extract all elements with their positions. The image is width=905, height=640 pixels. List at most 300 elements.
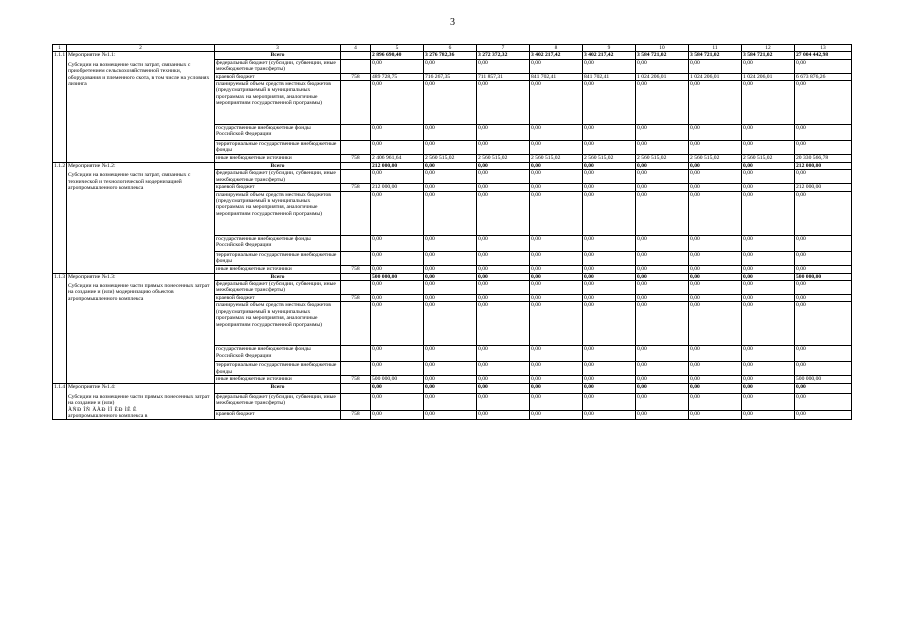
funding-value: 0,00 [636, 302, 689, 346]
funding-value: 0,00 [371, 302, 424, 346]
header-row [53, 45, 852, 52]
funding-value: 0,00 [689, 59, 742, 73]
funding-value: 0,00 [477, 410, 530, 419]
funding-source-label: иные внебюджетные источники [215, 376, 341, 384]
funding-source-label: иные внебюджетные источники [215, 155, 341, 163]
total-value: 0,00 [795, 384, 852, 393]
block-text: Субсидии на возмещение части затрат, связанных с технической и технологической модернизацией агропромышленного комплекса [68, 172, 191, 192]
total-value: 0,00 [477, 273, 530, 280]
funding-value: 716 267,35 [424, 73, 477, 80]
funding-value: 0,00 [424, 170, 477, 184]
funding-source-label: федеральный бюджет (субсидии, субвенции, иные межбюджетные трансферты) [215, 393, 341, 410]
funding-value: 0,00 [636, 235, 689, 251]
funding-value: 0,00 [689, 191, 742, 235]
total-value: 3 584 721,02 [742, 52, 795, 59]
funding-value: 0,00 [742, 376, 795, 384]
funding-value: 0,00 [742, 294, 795, 301]
funding-value: 0,00 [371, 294, 424, 301]
funding-source-code [341, 59, 371, 73]
funding-value: 0,00 [530, 265, 583, 273]
funding-value: 1 024 206,01 [742, 73, 795, 80]
total-value: 0,00 [742, 384, 795, 393]
block-description [67, 163, 215, 274]
funding-value: 0,00 [583, 376, 636, 384]
funding-value: 0,00 [689, 302, 742, 346]
funding-value: 0,00 [424, 294, 477, 301]
funding-value: 0,00 [424, 81, 477, 125]
funding-value: 0,00 [530, 281, 583, 295]
funding-value: 0,00 [477, 376, 530, 384]
funding-value: 0,00 [371, 141, 424, 155]
funding-value: 0,00 [424, 141, 477, 155]
funding-value: 0,00 [795, 294, 852, 301]
funding-value: 841 702,41 [583, 73, 636, 80]
total-value: 212 000,00 [795, 163, 852, 170]
block-id: 1.1.2 [53, 163, 67, 274]
funding-value: 2 560 515,02 [477, 155, 530, 163]
funding-value: 0,00 [371, 125, 424, 141]
funding-value: 0,00 [371, 393, 424, 410]
funding-value: 0,00 [689, 410, 742, 419]
funding-source-label: государственные внебюджетные фонды Российской Федерации [215, 235, 341, 251]
funding-value: 0,00 [371, 281, 424, 295]
funding-source-code: 758 [341, 184, 371, 191]
funding-source-label: федеральный бюджет (субсидии, субвенции, иные межбюджетные трансферты) [215, 59, 341, 73]
funding-value: 0,00 [371, 410, 424, 419]
total-value: 0,00 [583, 163, 636, 170]
block-text-garbled: ÃÑÐ ÎÑ ÃÃÐ ÌÎ ÊÐ ÌÊ Ê [68, 406, 137, 413]
funding-value: 489 728,75 [371, 73, 424, 80]
funding-value: 0,00 [689, 281, 742, 295]
total-value: 0,00 [424, 273, 477, 280]
funding-value: 0,00 [477, 251, 530, 265]
funding-value: 841 702,41 [530, 73, 583, 80]
funding-source-code: 758 [341, 265, 371, 273]
total-value: 0,00 [530, 273, 583, 280]
funding-value: 711 857,31 [477, 73, 530, 80]
funding-value: 0,00 [636, 294, 689, 301]
funding-value: 0,00 [530, 184, 583, 191]
funding-value: 0,00 [583, 302, 636, 346]
funding-value: 0,00 [636, 125, 689, 141]
funding-value: 0,00 [477, 393, 530, 410]
total-value: 0,00 [689, 163, 742, 170]
total-value: 0,00 [583, 384, 636, 393]
total-value: 0,00 [689, 273, 742, 280]
total-value: 0,00 [424, 384, 477, 393]
funding-value: 0,00 [583, 294, 636, 301]
funding-value: 0,00 [530, 251, 583, 265]
funding-value: 0,00 [636, 184, 689, 191]
funding-source-code: 758 [341, 376, 371, 384]
funding-value: 1 024 206,01 [689, 73, 742, 80]
funding-value: 0,00 [636, 141, 689, 155]
total-value: 2 896 690,40 [371, 52, 424, 59]
funding-value: 0,00 [477, 235, 530, 251]
funding-value: 0,00 [371, 251, 424, 265]
funding-source-code [341, 141, 371, 155]
total-value: 0,00 [424, 163, 477, 170]
block-total-row [53, 273, 852, 280]
funding-value: 0,00 [424, 251, 477, 265]
funding-value: 0,00 [424, 191, 477, 235]
total-code [341, 163, 371, 170]
funding-value: 0,00 [424, 362, 477, 376]
funding-source-code [341, 235, 371, 251]
block-description [67, 384, 215, 420]
funding-value: 0,00 [742, 281, 795, 295]
total-value: 0,00 [477, 384, 530, 393]
column-header-9: 9 [583, 45, 636, 52]
block-title: Мероприятие №1.1: [68, 52, 116, 59]
funding-value: 0,00 [530, 59, 583, 73]
funding-value: 0,00 [371, 191, 424, 235]
funding-value: 0,00 [636, 346, 689, 362]
total-value: 0,00 [742, 163, 795, 170]
funding-value: 0,00 [636, 376, 689, 384]
funding-source-label: краевой бюджет [215, 184, 341, 191]
total-code [341, 384, 371, 393]
funding-source-label: территориальные государственные внебюджетные фонды [215, 251, 341, 265]
funding-value: 0,00 [583, 362, 636, 376]
funding-source-label: федеральный бюджет (субсидии, субвенции, иные межбюджетные трансферты) [215, 281, 341, 295]
funding-value: 0,00 [795, 125, 852, 141]
funding-value: 0,00 [636, 265, 689, 273]
funding-value: 0,00 [795, 281, 852, 295]
funding-value: 0,00 [636, 191, 689, 235]
page-number: 3 [450, 17, 455, 28]
funding-value: 0,00 [583, 141, 636, 155]
funding-source-code [341, 191, 371, 235]
funding-value: 0,00 [636, 281, 689, 295]
funding-value: 0,00 [742, 410, 795, 419]
funding-value: 0,00 [477, 294, 530, 301]
funding-value: 0,00 [689, 170, 742, 184]
total-label: Всего [215, 52, 341, 59]
funding-value: 0,00 [530, 294, 583, 301]
funding-value: 500 000,00 [795, 376, 852, 384]
total-value: 500 000,00 [371, 273, 424, 280]
funding-source-code [341, 170, 371, 184]
block-title: Мероприятие №1.3: [68, 273, 116, 280]
funding-value: 0,00 [636, 251, 689, 265]
funding-value: 0,00 [742, 346, 795, 362]
funding-value: 0,00 [424, 184, 477, 191]
funding-value: 0,00 [742, 81, 795, 125]
column-header-3: 3 [215, 45, 341, 52]
total-value: 212 000,00 [371, 163, 424, 170]
funding-value: 0,00 [742, 251, 795, 265]
funding-source-label: федеральный бюджет (субсидии, субвенции, иные межбюджетные трансферты) [215, 170, 341, 184]
funding-value: 0,00 [424, 346, 477, 362]
funding-value: 0,00 [477, 170, 530, 184]
funding-value: 0,00 [689, 294, 742, 301]
funding-value: 0,00 [530, 346, 583, 362]
funding-value: 0,00 [742, 170, 795, 184]
funding-value: 0,00 [742, 302, 795, 346]
funding-value: 0,00 [424, 59, 477, 73]
funding-value: 0,00 [742, 235, 795, 251]
funding-source-code: 758 [341, 294, 371, 301]
block-description [67, 273, 215, 384]
funding-value: 0,00 [742, 191, 795, 235]
total-value: 0,00 [530, 163, 583, 170]
funding-value: 0,00 [689, 251, 742, 265]
funding-value: 0,00 [795, 191, 852, 235]
funding-value: 0,00 [530, 410, 583, 419]
funding-value: 2 560 515,02 [583, 155, 636, 163]
funding-source-code: 758 [341, 73, 371, 80]
funding-source-label: иные внебюджетные источники [215, 265, 341, 273]
funding-source-code: 758 [341, 410, 371, 419]
funding-source-code [341, 125, 371, 141]
funding-value: 0,00 [795, 346, 852, 362]
funding-value: 0,00 [583, 346, 636, 362]
funding-value: 2 560 515,02 [636, 155, 689, 163]
funding-value: 0,00 [530, 362, 583, 376]
funding-value: 0,00 [583, 125, 636, 141]
funding-value: 0,00 [371, 170, 424, 184]
funding-value: 0,00 [689, 362, 742, 376]
funding-value: 0,00 [530, 125, 583, 141]
funding-value: 0,00 [371, 59, 424, 73]
block-id: 1.1.4 [53, 384, 67, 420]
funding-value: 2 560 515,02 [689, 155, 742, 163]
funding-value: 0,00 [636, 393, 689, 410]
funding-value: 0,00 [477, 191, 530, 235]
column-header-2: 2 [67, 45, 215, 52]
funding-value: 0,00 [424, 125, 477, 141]
funding-value: 0,00 [424, 265, 477, 273]
total-value: 500 000,00 [795, 273, 852, 280]
funding-value: 0,00 [795, 251, 852, 265]
funding-source-label: территориальные государственные внебюджетные фонды [215, 141, 341, 155]
funding-value: 0,00 [530, 235, 583, 251]
funding-value: 0,00 [477, 141, 530, 155]
funding-source-code [341, 302, 371, 346]
funding-value: 0,00 [477, 281, 530, 295]
funding-value: 0,00 [795, 81, 852, 125]
total-value: 0,00 [477, 163, 530, 170]
block-id: 1.1.3 [53, 273, 67, 384]
funding-value: 0,00 [477, 302, 530, 346]
total-code [341, 273, 371, 280]
total-value: 0,00 [636, 384, 689, 393]
funding-value: 0,00 [742, 393, 795, 410]
total-value: 3 276 782,36 [424, 52, 477, 59]
funding-value: 0,00 [477, 265, 530, 273]
funding-value: 212 000,00 [795, 184, 852, 191]
funding-source-code [341, 362, 371, 376]
funding-value: 0,00 [636, 81, 689, 125]
funding-source-code [341, 81, 371, 125]
funding-value: 0,00 [424, 410, 477, 419]
funding-value: 0,00 [424, 302, 477, 346]
funding-value: 212 000,00 [371, 184, 424, 191]
column-header-10: 10 [636, 45, 689, 52]
funding-value: 0,00 [689, 346, 742, 362]
funding-value: 0,00 [795, 265, 852, 273]
funding-value: 0,00 [530, 170, 583, 184]
column-header-5: 5 [371, 45, 424, 52]
funding-value: 0,00 [530, 302, 583, 346]
block-text-line2: агропромышленного комплекса в [68, 412, 148, 419]
funding-value: 0,00 [689, 184, 742, 191]
funding-value: 0,00 [477, 346, 530, 362]
funding-value: 0,00 [742, 125, 795, 141]
funding-source-code [341, 281, 371, 295]
funding-value: 0,00 [583, 251, 636, 265]
funding-value: 1 024 206,01 [636, 73, 689, 80]
funding-value: 0,00 [371, 235, 424, 251]
column-header-12: 12 [742, 45, 795, 52]
funding-value: 0,00 [583, 81, 636, 125]
funding-source-label: территориальные государственные внебюджетные фонды [215, 362, 341, 376]
funding-value: 0,00 [689, 81, 742, 125]
total-value: 3 402 217,42 [583, 52, 636, 59]
funding-value: 0,00 [689, 235, 742, 251]
funding-value: 0,00 [583, 281, 636, 295]
funding-value: 0,00 [583, 393, 636, 410]
funding-source-label: краевой бюджет [215, 294, 341, 301]
total-label: Всего [215, 163, 341, 170]
budget-table [52, 44, 852, 420]
funding-value: 0,00 [583, 184, 636, 191]
funding-value: 0,00 [795, 410, 852, 419]
total-code [341, 52, 371, 59]
funding-value: 0,00 [636, 170, 689, 184]
funding-source-code: 758 [341, 155, 371, 163]
block-total-row [53, 163, 852, 170]
funding-value: 0,00 [424, 376, 477, 384]
block-total-row [53, 384, 852, 393]
block-text: Субсидии на возмещение части прямых понесенных затрат на создание и (или) [68, 393, 210, 407]
total-value: 3 584 721,02 [689, 52, 742, 59]
funding-value: 0,00 [583, 191, 636, 235]
total-value: 0,00 [689, 384, 742, 393]
block-total-row [53, 52, 852, 59]
funding-value: 0,00 [583, 235, 636, 251]
funding-value: 20 330 566,78 [795, 155, 852, 163]
column-header-13: 13 [795, 45, 852, 52]
funding-source-label: планируемый объем средств местных бюджетов (предусматриваемый в муниципальных программах на мероприятия, аналогичные мероприятиям государственной программы) [215, 191, 341, 235]
total-label: Всего [215, 273, 341, 280]
funding-source-code [341, 393, 371, 410]
column-header-7: 7 [477, 45, 530, 52]
funding-value: 2 406 961,64 [371, 155, 424, 163]
funding-value: 2 560 515,02 [742, 155, 795, 163]
funding-value: 0,00 [689, 265, 742, 273]
funding-value: 0,00 [636, 59, 689, 73]
funding-value: 0,00 [424, 235, 477, 251]
funding-value: 0,00 [689, 376, 742, 384]
funding-value: 0,00 [477, 184, 530, 191]
funding-value: 0,00 [795, 141, 852, 155]
funding-value: 0,00 [371, 265, 424, 273]
funding-value: 0,00 [424, 281, 477, 295]
funding-value: 0,00 [636, 362, 689, 376]
funding-value: 0,00 [795, 362, 852, 376]
funding-source-label: краевой бюджет [215, 73, 341, 80]
total-value: 0,00 [636, 163, 689, 170]
total-label: Всего [215, 384, 341, 393]
funding-value: 0,00 [795, 393, 852, 410]
block-id: 1.1.1 [53, 52, 67, 163]
total-value: 3 402 217,42 [530, 52, 583, 59]
funding-value: 0,00 [583, 265, 636, 273]
block-text: Субсидии на возмещение части прямых понесенных затрат на создание и (или) модернизацию объектов агропромышленного комплекса [68, 283, 210, 302]
funding-value: 0,00 [530, 81, 583, 125]
funding-value: 0,00 [477, 59, 530, 73]
total-value: 0,00 [583, 273, 636, 280]
block-text: Субсидии на возмещение части затрат, связанных с приобретением сельскохозяйственной техники, оборудования и племенного скота, в том числе на условиях лизинга [68, 61, 210, 88]
funding-source-label: государственные внебюджетные фонды Российской Федерации [215, 346, 341, 362]
funding-value: 0,00 [477, 125, 530, 141]
funding-value: 0,00 [795, 235, 852, 251]
block-title: Мероприятие №1.4: [68, 384, 116, 391]
total-value: 3 272 372,32 [477, 52, 530, 59]
total-value: 0,00 [371, 384, 424, 393]
funding-value: 6 673 876,26 [795, 73, 852, 80]
funding-source-label: государственные внебюджетные фонды Российской Федерации [215, 125, 341, 141]
column-header-8: 8 [530, 45, 583, 52]
funding-source-code [341, 251, 371, 265]
funding-value: 0,00 [583, 410, 636, 419]
funding-source-label: планируемый объем средств местных бюджетов (предусматриваемый в муниципальных программах на мероприятия, аналогичные мероприятиям государственной программы) [215, 302, 341, 346]
funding-value: 0,00 [530, 191, 583, 235]
block-title: Мероприятие №1.2: [68, 163, 116, 170]
funding-value: 0,00 [742, 265, 795, 273]
total-value: 0,00 [636, 273, 689, 280]
funding-value: 0,00 [530, 141, 583, 155]
funding-value: 0,00 [795, 302, 852, 346]
column-header-11: 11 [689, 45, 742, 52]
column-header-4: 4 [341, 45, 371, 52]
funding-value: 0,00 [689, 393, 742, 410]
funding-value: 0,00 [742, 59, 795, 73]
block-description [67, 52, 215, 163]
column-header-6: 6 [424, 45, 477, 52]
funding-value: 0,00 [371, 81, 424, 125]
funding-value: 0,00 [689, 125, 742, 141]
total-value: 0,00 [530, 384, 583, 393]
funding-value: 0,00 [477, 362, 530, 376]
funding-value: 0,00 [530, 393, 583, 410]
funding-value: 2 560 515,02 [530, 155, 583, 163]
funding-value: 0,00 [424, 393, 477, 410]
funding-value: 0,00 [583, 170, 636, 184]
funding-value: 0,00 [742, 184, 795, 191]
funding-source-label: краевой бюджет [215, 410, 341, 419]
funding-value: 0,00 [371, 346, 424, 362]
funding-value: 500 000,00 [371, 376, 424, 384]
funding-value: 0,00 [742, 141, 795, 155]
total-value: 27 004 442,98 [795, 52, 852, 59]
funding-value: 0,00 [477, 81, 530, 125]
funding-value: 2 560 515,02 [424, 155, 477, 163]
funding-value: 0,00 [689, 141, 742, 155]
funding-value: 0,00 [795, 170, 852, 184]
funding-value: 0,00 [583, 59, 636, 73]
funding-source-label: планируемый объем средств местных бюджетов (предусматриваемый в муниципальных программах на мероприятия, аналогичные мероприятиям государственной программы) [215, 81, 341, 125]
funding-value: 0,00 [371, 362, 424, 376]
column-header-1: 1 [53, 45, 67, 52]
total-value: 3 584 721,02 [636, 52, 689, 59]
funding-value: 0,00 [636, 410, 689, 419]
funding-source-code [341, 346, 371, 362]
funding-value: 0,00 [795, 59, 852, 73]
funding-value: 0,00 [530, 376, 583, 384]
